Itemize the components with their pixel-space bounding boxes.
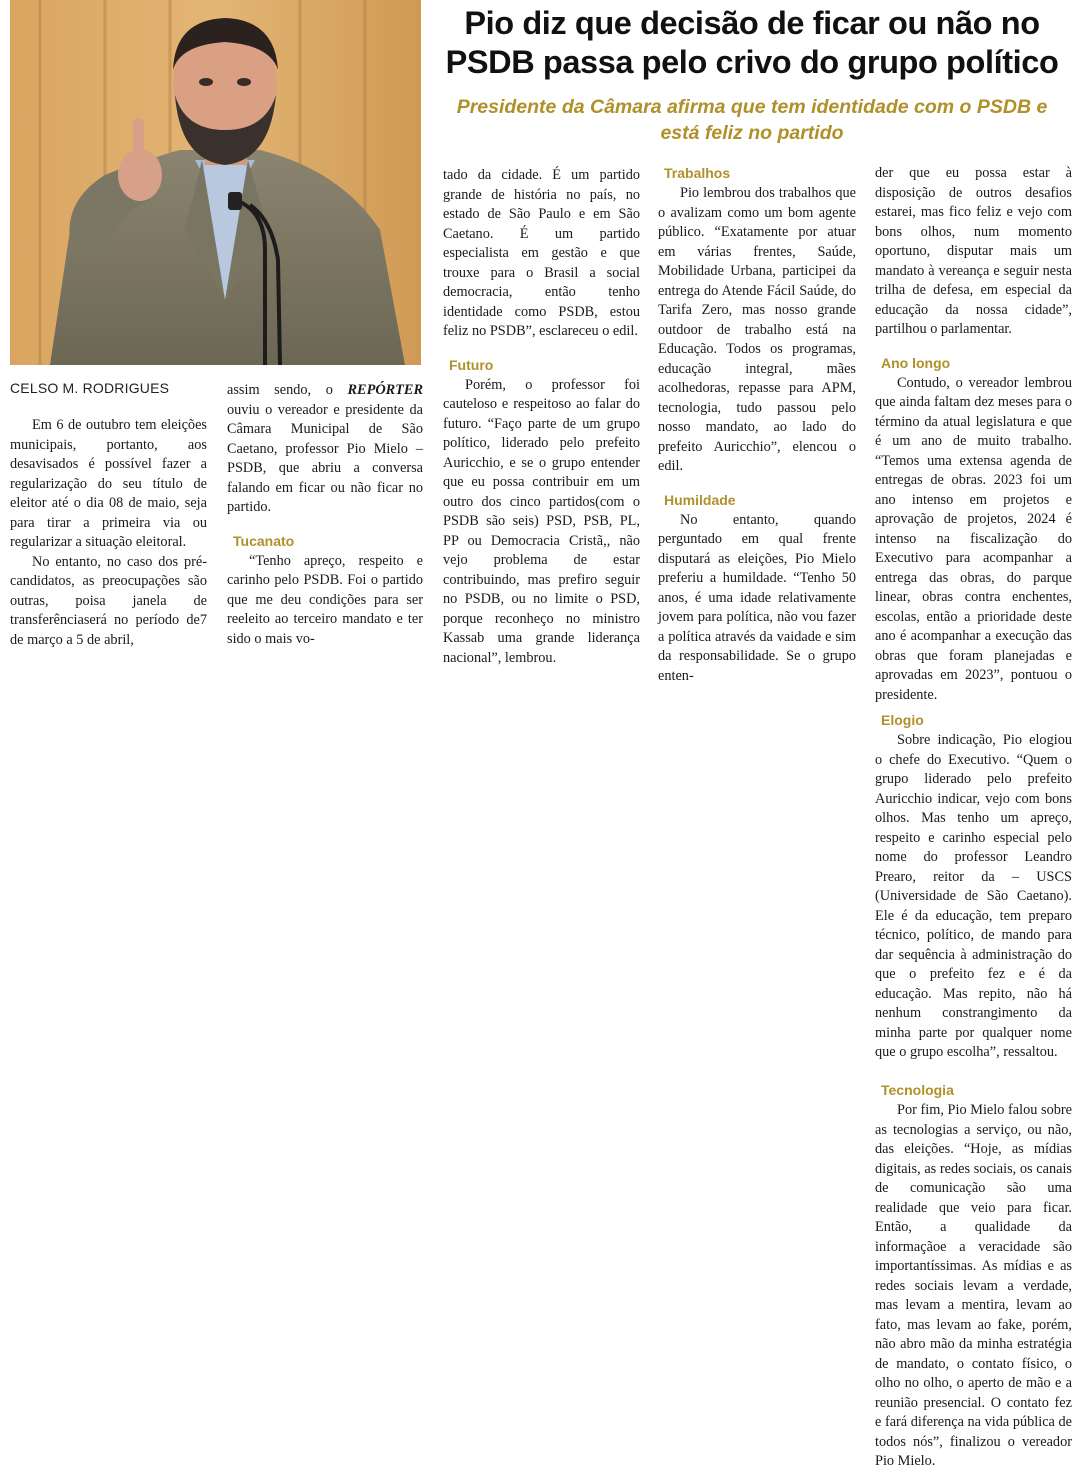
column-3	[443, 166, 640, 668]
section-heading-ano-longo: Ano longo	[881, 354, 951, 371]
paragraph	[227, 381, 423, 518]
column-4	[658, 164, 856, 686]
paragraph-text: assim sendo, o	[227, 382, 348, 398]
paragraph: Por fim, Pio Mielo falou sobre as tecnologias a serviço, ou não, das eleições. “Hoje, as mídias digitais, as redes sociais, os canais de comunicação são uma realidade que veio para ficar. Então, a qualidade da informaçãoe a veracidade são importantíssimas. As mídias e as redes sociais levam a verdade, mas levam a mentira, levam ao fato, mas levam ao fake, porém, não abro mão da minha estratégia de mandato, o contato físico, o olho no olho, o aperto de mão e a reunião presencial. O contato fez e fará diferença na vida pública de todos nós”, finalizou o vereador Pio Mielo.	[875, 1102, 1072, 1469]
section-heading-tecnologia: Tecnologia	[881, 1082, 954, 1098]
newspaper-name: REPÓRTER	[347, 382, 423, 398]
column-5	[875, 164, 1072, 705]
column-5-tecnologia	[875, 1081, 1072, 1472]
article-photo	[10, 0, 421, 365]
headline: Pio diz que decisão de ficar ou não no PSDB passa pelo crivo do grupo político	[445, 5, 1059, 80]
paragraph: der que eu possa estar à disposição de outros desafios estarei, mas fico feliz e vejo com bons olhos, num momento oportuno, disputar mais um mandato à vereança e seguir nesta trilha de defesa, em especial da educação da nossa cidade”, partilhou o parlamentar.	[875, 165, 1072, 337]
paragraph: Sobre indicação, Pio elogiou o chefe do Executivo. “Quem o grupo liderado pelo prefeito Auricchio indicar, vejo com bons olhos. Mas tenho um apreço, respeito e carinho especial pelo nome do professor Leandro Prearo, reitor da – USCS (Universidade de São Caetano). Ele é da educação, tem preparo técnico, político, de mando para dar sequência à administração do que o prefeito fez e é da educação. Mas repito, não há nenhum constrangimento da minha parte por qualquer nome que o grupo escolha”, ressaltou.	[875, 732, 1072, 1060]
section-heading-trabalhos: Trabalhos	[664, 165, 731, 181]
column-1	[10, 416, 207, 650]
paragraph: No entanto, quando perguntado em qual frente disputará as eleições, Pio Mielo preferiu a humildade. “Tenho 50 anos, é uma idade relativamente jovem para política, não vou fazer a política através da vaidade e sim da responsabilidade. Se o grupo enten-	[658, 511, 856, 684]
speaker-photo-illustration	[10, 0, 421, 365]
column-2	[227, 381, 423, 649]
section-heading-tucanato: Tucanato	[233, 532, 295, 549]
paragraph: tado da cidade. É um partido grande de história no país, no estado de São Paulo e em São Caetano. É um partido especialista em gestão e que trouxe para o Brasil a social democracia, então tenho identidade como PSDB, estou feliz no PSDB”, esclareceu o edil.	[443, 167, 640, 339]
paragraph: Pio lembrou dos trabalhos que o avalizam como um bom agente público. “Exatamente por atuar em várias frentes, Saúde, Mobilidade Urbana, participei da entrega do Atende Fácil Saúde, do Tarifa Zero, mas nosso grande outdoor de trabalho está na Educação. Todos os programas, educação integral, mães acolhedoras, repasse para APM, tecnologia, tudo passou pelo nosso mandato, ao lado do prefeito Auricchio”, elencou o edil.	[658, 185, 856, 474]
column-5-elogio	[875, 711, 1072, 1063]
paragraph-text: ouviu o vereador e presidente da Câmara Municipal de São Caetano, professor Pio Mielo – PSDB, que abriu a conversa falando em ficar ou não ficar no partido.	[227, 401, 423, 515]
photo-credit: CELSO M. RODRIGUES	[10, 380, 170, 396]
subheadline: Presidente da Câmara afirma que tem identidade com o PSDB e está feliz no partido	[456, 96, 1048, 144]
paragraph: No entanto, no caso dos pré-candidatos, as preocupações são outras, poisa janela de transferênciaserá no período de7 de março a 5 de abril,	[10, 553, 207, 648]
paragraph: Em 6 de outubro tem eleições municipais, portanto, aos desavisados é possível fazer a regularização do seu título de eleitor até o dia 08 de maio, seja para tirar a primeira via ou regularizar a situação eleitoral.	[10, 417, 207, 550]
section-heading-elogio: Elogio	[881, 712, 924, 728]
paragraph: “Tenho apreço, respeito e carinho pelo PSDB. Foi o partido que me deu condições para ser reeleito ao terceiro mandato e ter sido o mais vo-	[227, 552, 423, 647]
paragraph: Contudo, o vereador lembrou que ainda faltam dez meses para o término da atual legislatura e que é um ano de muito trabalho. “Temos uma extensa agenda de entregas de obras. 2023 foi um ano intenso em projetos e aprovação de projetos, 2024 é intenso na fiscalização do Executivo para acompanhar a entrega das obras, do parque linear, obras contra enchentes, escolas, então a prioridade deste ano é acompanhar a execução das obras que foram planejadas e aprovadas em 2023”, pontuou o presidente.	[875, 374, 1072, 703]
section-heading-humildade: Humildade	[664, 491, 736, 508]
section-heading-futuro: Futuro	[449, 356, 494, 373]
paragraph: Porém, o professor foi cauteloso e respeitoso ao falar do futuro. “Faço parte de um grupo político, liderado pelo prefeito Auricchio, e se o grupo entender que eu possa contribuir em um outro dos cinco partidos(com o PSDB são seis) PSD, PSB, PL, PP ou Democracia Cristã,, não vejo problema de estar contribuindo, mas prefiro seguir no PSDB, ou no limite o PSD, porque reconheço no ministro Kassab uma grande liderança nacional”, lembrou.	[443, 376, 640, 666]
